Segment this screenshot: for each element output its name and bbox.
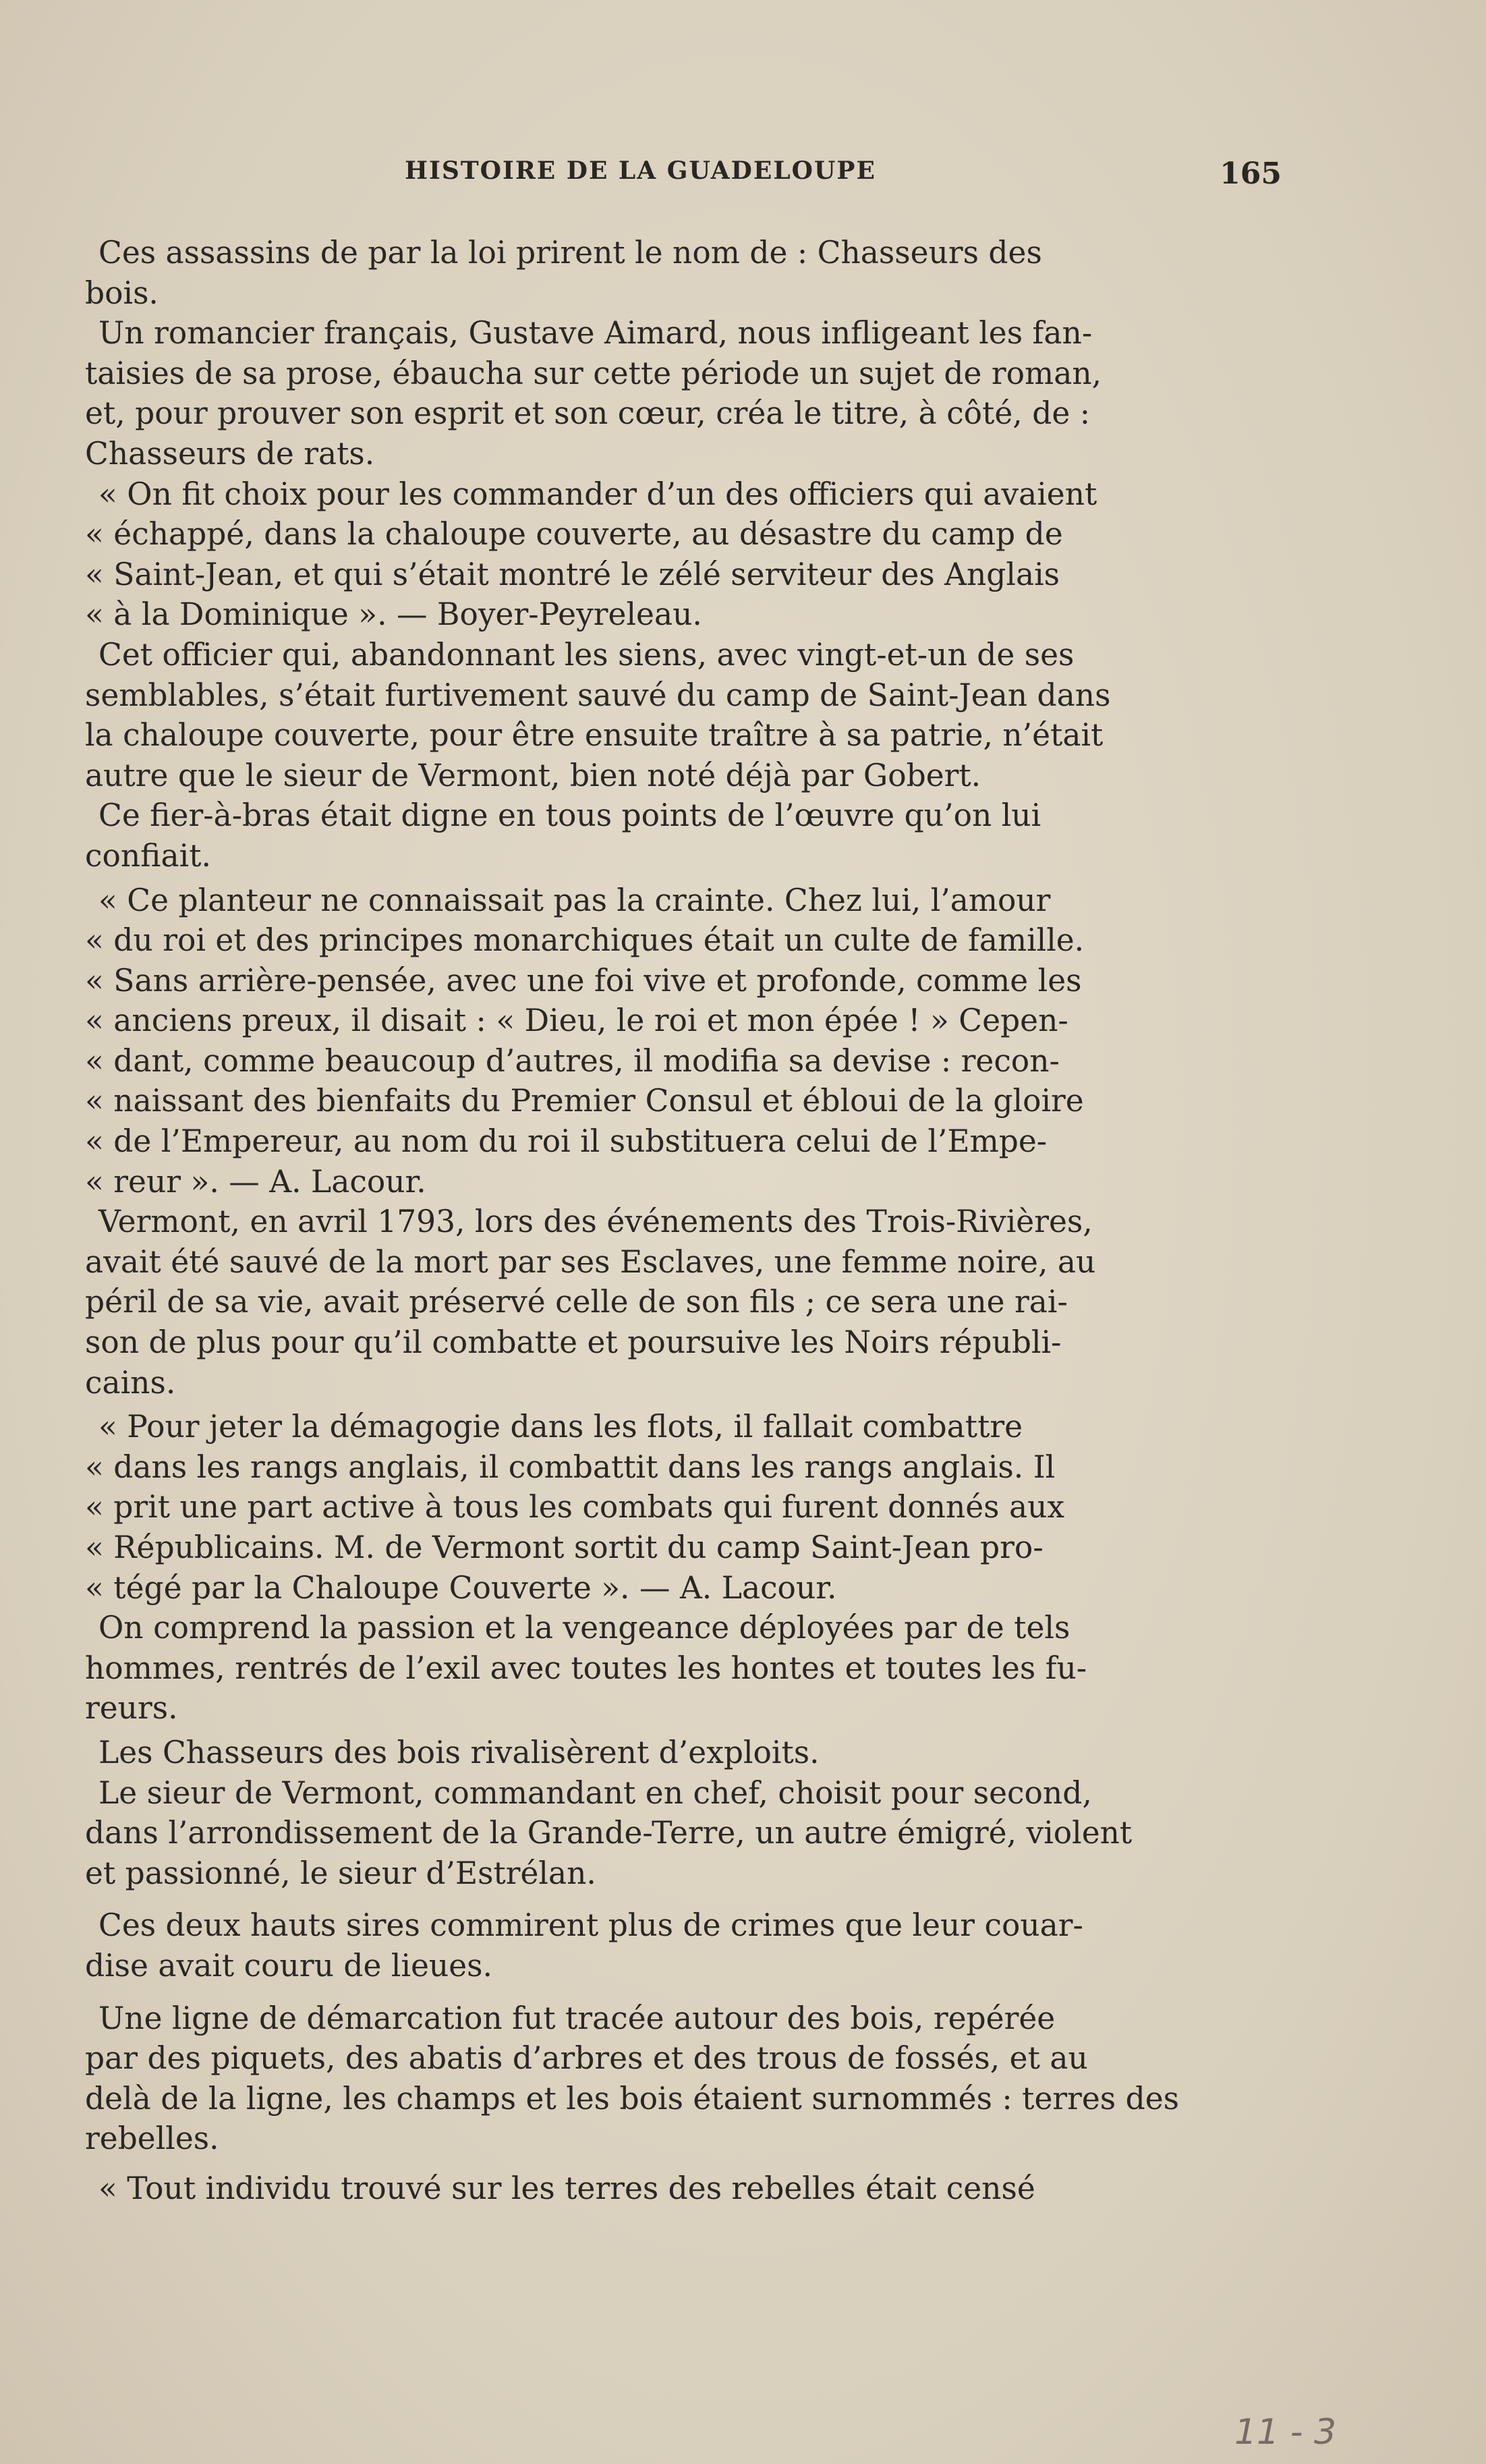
paragraph: Les Chasseurs des bois rivalisèrent d’exploits.	[98, 1734, 820, 1770]
paragraph: « Ce planteur ne connaissait pas la crainte. Chez lui, l’amour « du roi et des principes monarchiques était un culte de famille. « Sans arrière-pensée, avec une foi vive et profonde, comme les « anciens preux, il disait : « Dieu, le roi et mon épée ! » Cepen- « dant, comme beaucoup d’autres, il modifia sa devise : recon- « naissant des bienfaits du Premier Consul et ébloui de la gloire « de l’Empereur, au nom du roi il substituera celui de l’Empe- « reur ». — A. Lacour.	[85, 882, 1085, 1200]
paragraph: On comprend la passion et la vengeance déployées par de tels hommes, rentrés de l’exil avec toutes les hontes et toutes les fu- reurs.	[85, 1610, 1087, 1727]
handwritten-page-note: 11 - 3	[1234, 2412, 1337, 2453]
running-header	[405, 157, 1282, 197]
text-body	[85, 233, 1272, 2209]
paragraph: Un romancier français, Gustave Aimard, nous infligeant les fan- taisies de sa prose, ébaucha sur cette période un sujet de roman, et, pour prouver son esprit et son cœur, créa le titre, à côté, de : Chasseurs de rats.	[85, 315, 1102, 472]
paragraph: Une ligne de démarcation fut tracée autour des bois, repérée par des piquets, des abatis d’arbres et des trous de fossés, et au delà de la ligne, les champs et les bois étaient surnommés : terres des rebelles.	[85, 2000, 1180, 2157]
paragraph: Ces assassins de par la loi prirent le nom de : Chasseurs des bois.	[85, 235, 1042, 311]
paragraph: Cet officier qui, abandonnant les siens, avec vingt-et-un de ses semblables, s’était furtivement sauvé du camp de Saint-Jean dans la chaloupe couverte, pour être ensuite traître à sa patrie, n’était autre que le sieur de Vermont, bien noté déjà par Gobert.	[85, 636, 1111, 793]
paragraph: « Pour jeter la démagogie dans les flots, il fallait combattre « dans les rangs anglais, il combattit dans les rangs anglais. Il « prit une part active à tous les combats qui furent donnés aux « Républicains. M. de Vermont sortit du camp Saint-Jean pro- « tégé par la Chaloupe Couverte ». — A. Lacour.	[85, 1409, 1065, 1606]
page-number: 165	[1220, 157, 1282, 191]
paragraph: « Tout individu trouvé sur les terres des rebelles était censé	[98, 2170, 1035, 2206]
paragraph: Vermont, en avril 1793, lors des événements des Trois-Rivières, avait été sauvé de la mort par ses Esclaves, une femme noire, au péril de sa vie, avait préservé celle de son fils ; ce sera une rai- son de plus pour qu’il combatte et poursuive les Noirs républi- cains.	[85, 1204, 1096, 1401]
paragraph: Le sieur de Vermont, commandant en chef, choisit pour second, dans l’arrondissement de la Grande-Terre, un autre émigré, violent et passionné, le sieur d’Estrélan.	[85, 1774, 1133, 1891]
paragraph: « On fit choix pour les commander d’un des officiers qui avaient « échappé, dans la chaloupe couverte, au désastre du camp de « Saint-Jean, et qui s’était montré le zélé serviteur des Anglais « à la Dominique ». — Boyer-Peyreleau.	[85, 476, 1097, 633]
paragraph: Ce fier-à-bras était digne en tous points de l’œuvre qu’on lui confiait.	[85, 797, 1041, 874]
paragraph: Ces deux hauts sires commirent plus de crimes que leur couar- dise avait couru de lieues.	[85, 1907, 1083, 1984]
running-title: HISTOIRE DE LA GUADELOUPE	[405, 157, 876, 185]
